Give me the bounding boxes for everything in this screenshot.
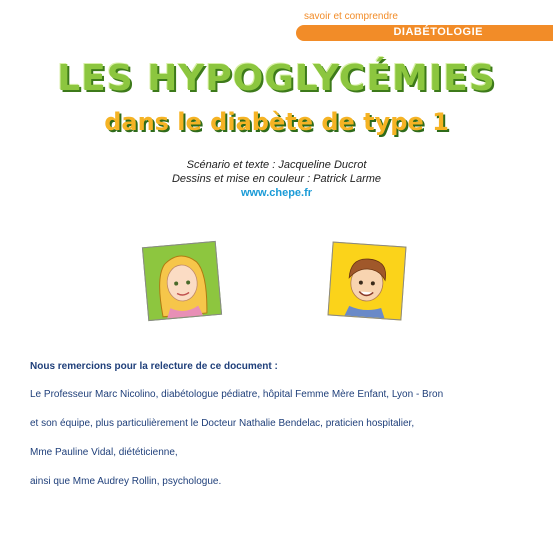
document-title: LES HYPOGLYCÉMIES xyxy=(57,58,496,99)
section-banner xyxy=(296,25,553,41)
website-link[interactable]: www.chepe.fr xyxy=(240,187,313,199)
credit-scenario: Scénario et texte : Jacqueline Ducrot xyxy=(186,159,367,171)
acknowledgement-line: et son équipe, plus particulièrement le Docteur Nathalie Bendelac, praticien hospitalier, xyxy=(30,418,415,429)
credit-drawings: Dessins et mise en couleur : Patrick Larme xyxy=(171,173,382,185)
boy-illustration xyxy=(329,243,406,320)
acknowledgement-line: ainsi que Mme Audrey Rollin, psychologue. xyxy=(30,476,222,487)
boy-portrait xyxy=(328,242,407,321)
girl-portrait xyxy=(142,241,222,321)
section-label: DIABÉTOLOGIE xyxy=(393,26,483,38)
acknowledgement-line: Mme Pauline Vidal, diététicienne, xyxy=(30,447,178,458)
acknowledgements xyxy=(30,361,530,505)
girl-illustration xyxy=(143,242,221,320)
acknowledgement-line: Le Professeur Marc Nicolino, diabétologue pédiatre, hôpital Femme Mère Enfant, Lyon - Bron xyxy=(30,389,444,400)
section-subtitle: savoir et comprendre xyxy=(304,11,398,22)
acknowledgements-heading: Nous remercions pour la relecture de ce document : xyxy=(30,361,278,372)
section-header xyxy=(296,6,553,42)
document-subtitle: dans le diabète de type 1 xyxy=(104,108,449,136)
credits-block xyxy=(0,158,553,200)
